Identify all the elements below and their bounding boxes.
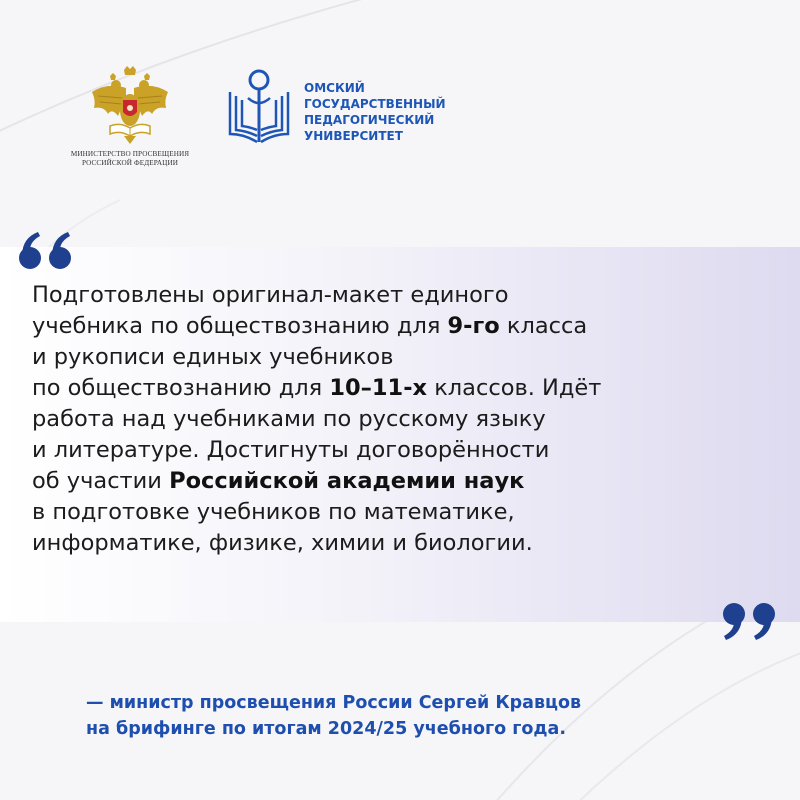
quote-text-regular: об участии [32, 468, 170, 494]
quote-text-bold: Российской академии наук [169, 468, 525, 494]
quote-line [32, 373, 788, 404]
open-quote-icon [14, 228, 80, 272]
quote-text-regular: работа над учебниками по русскому языку [32, 406, 546, 432]
university-name-line: ГОСУДАРСТВЕННЫЙ [304, 97, 446, 111]
quote-text-regular: Подготовлены оригинал-макет единого [32, 282, 509, 308]
quote-text-regular: в подготовке учебников по математике, [32, 499, 515, 525]
double-headed-eagle-emblem-icon [88, 66, 172, 146]
quote-attribution [86, 690, 786, 742]
figure-on-open-book-icon [226, 68, 292, 150]
university-logo [226, 68, 466, 158]
quote-text-bold: 10–11-х [329, 375, 428, 401]
quote-text [32, 280, 788, 559]
quote-text-regular: класса [499, 313, 588, 339]
quote-text-bold: 9-го [447, 313, 500, 339]
quote-text-regular: и литературе. Достигнуты договорённости [32, 437, 550, 463]
attribution-line2: на брифинге по итогам 2024/25 учебного года. [86, 719, 566, 739]
quote-text-regular: по обществознанию для [32, 375, 330, 401]
quote-line [32, 404, 788, 435]
quote-text-regular: классов. Идёт [427, 375, 602, 401]
ministry-name-line2: РОССИЙСКОЙ ФЕДЕРАЦИИ [81, 159, 179, 167]
university-name-line: ОМСКИЙ [304, 81, 365, 95]
ministry-logo [60, 66, 200, 176]
close-quote-icon [714, 600, 780, 644]
ministry-name-line1: МИНИСТЕРСТВО ПРОСВЕЩЕНИЯ [70, 150, 190, 158]
quote-text-regular: и рукописи единых учебников [32, 344, 394, 370]
university-name-line: УНИВЕРСИТЕТ [304, 129, 403, 143]
university-name [304, 80, 474, 144]
quote-line [32, 466, 788, 497]
quote-line [32, 342, 788, 373]
ministry-name [60, 150, 200, 168]
quote-line [32, 528, 788, 559]
university-name-line: ПЕДАГОГИЧЕСКИЙ [304, 113, 435, 127]
quote-line [32, 280, 788, 311]
quote-line [32, 311, 788, 342]
quote-text-regular: информатике, физике, химии и биологии. [32, 530, 533, 556]
quote-line [32, 435, 788, 466]
attribution-line1: — министр просвещения России Сергей Кравцов [86, 693, 582, 713]
quote-line [32, 497, 788, 528]
quote-text-regular: учебника по обществознанию для [32, 313, 448, 339]
